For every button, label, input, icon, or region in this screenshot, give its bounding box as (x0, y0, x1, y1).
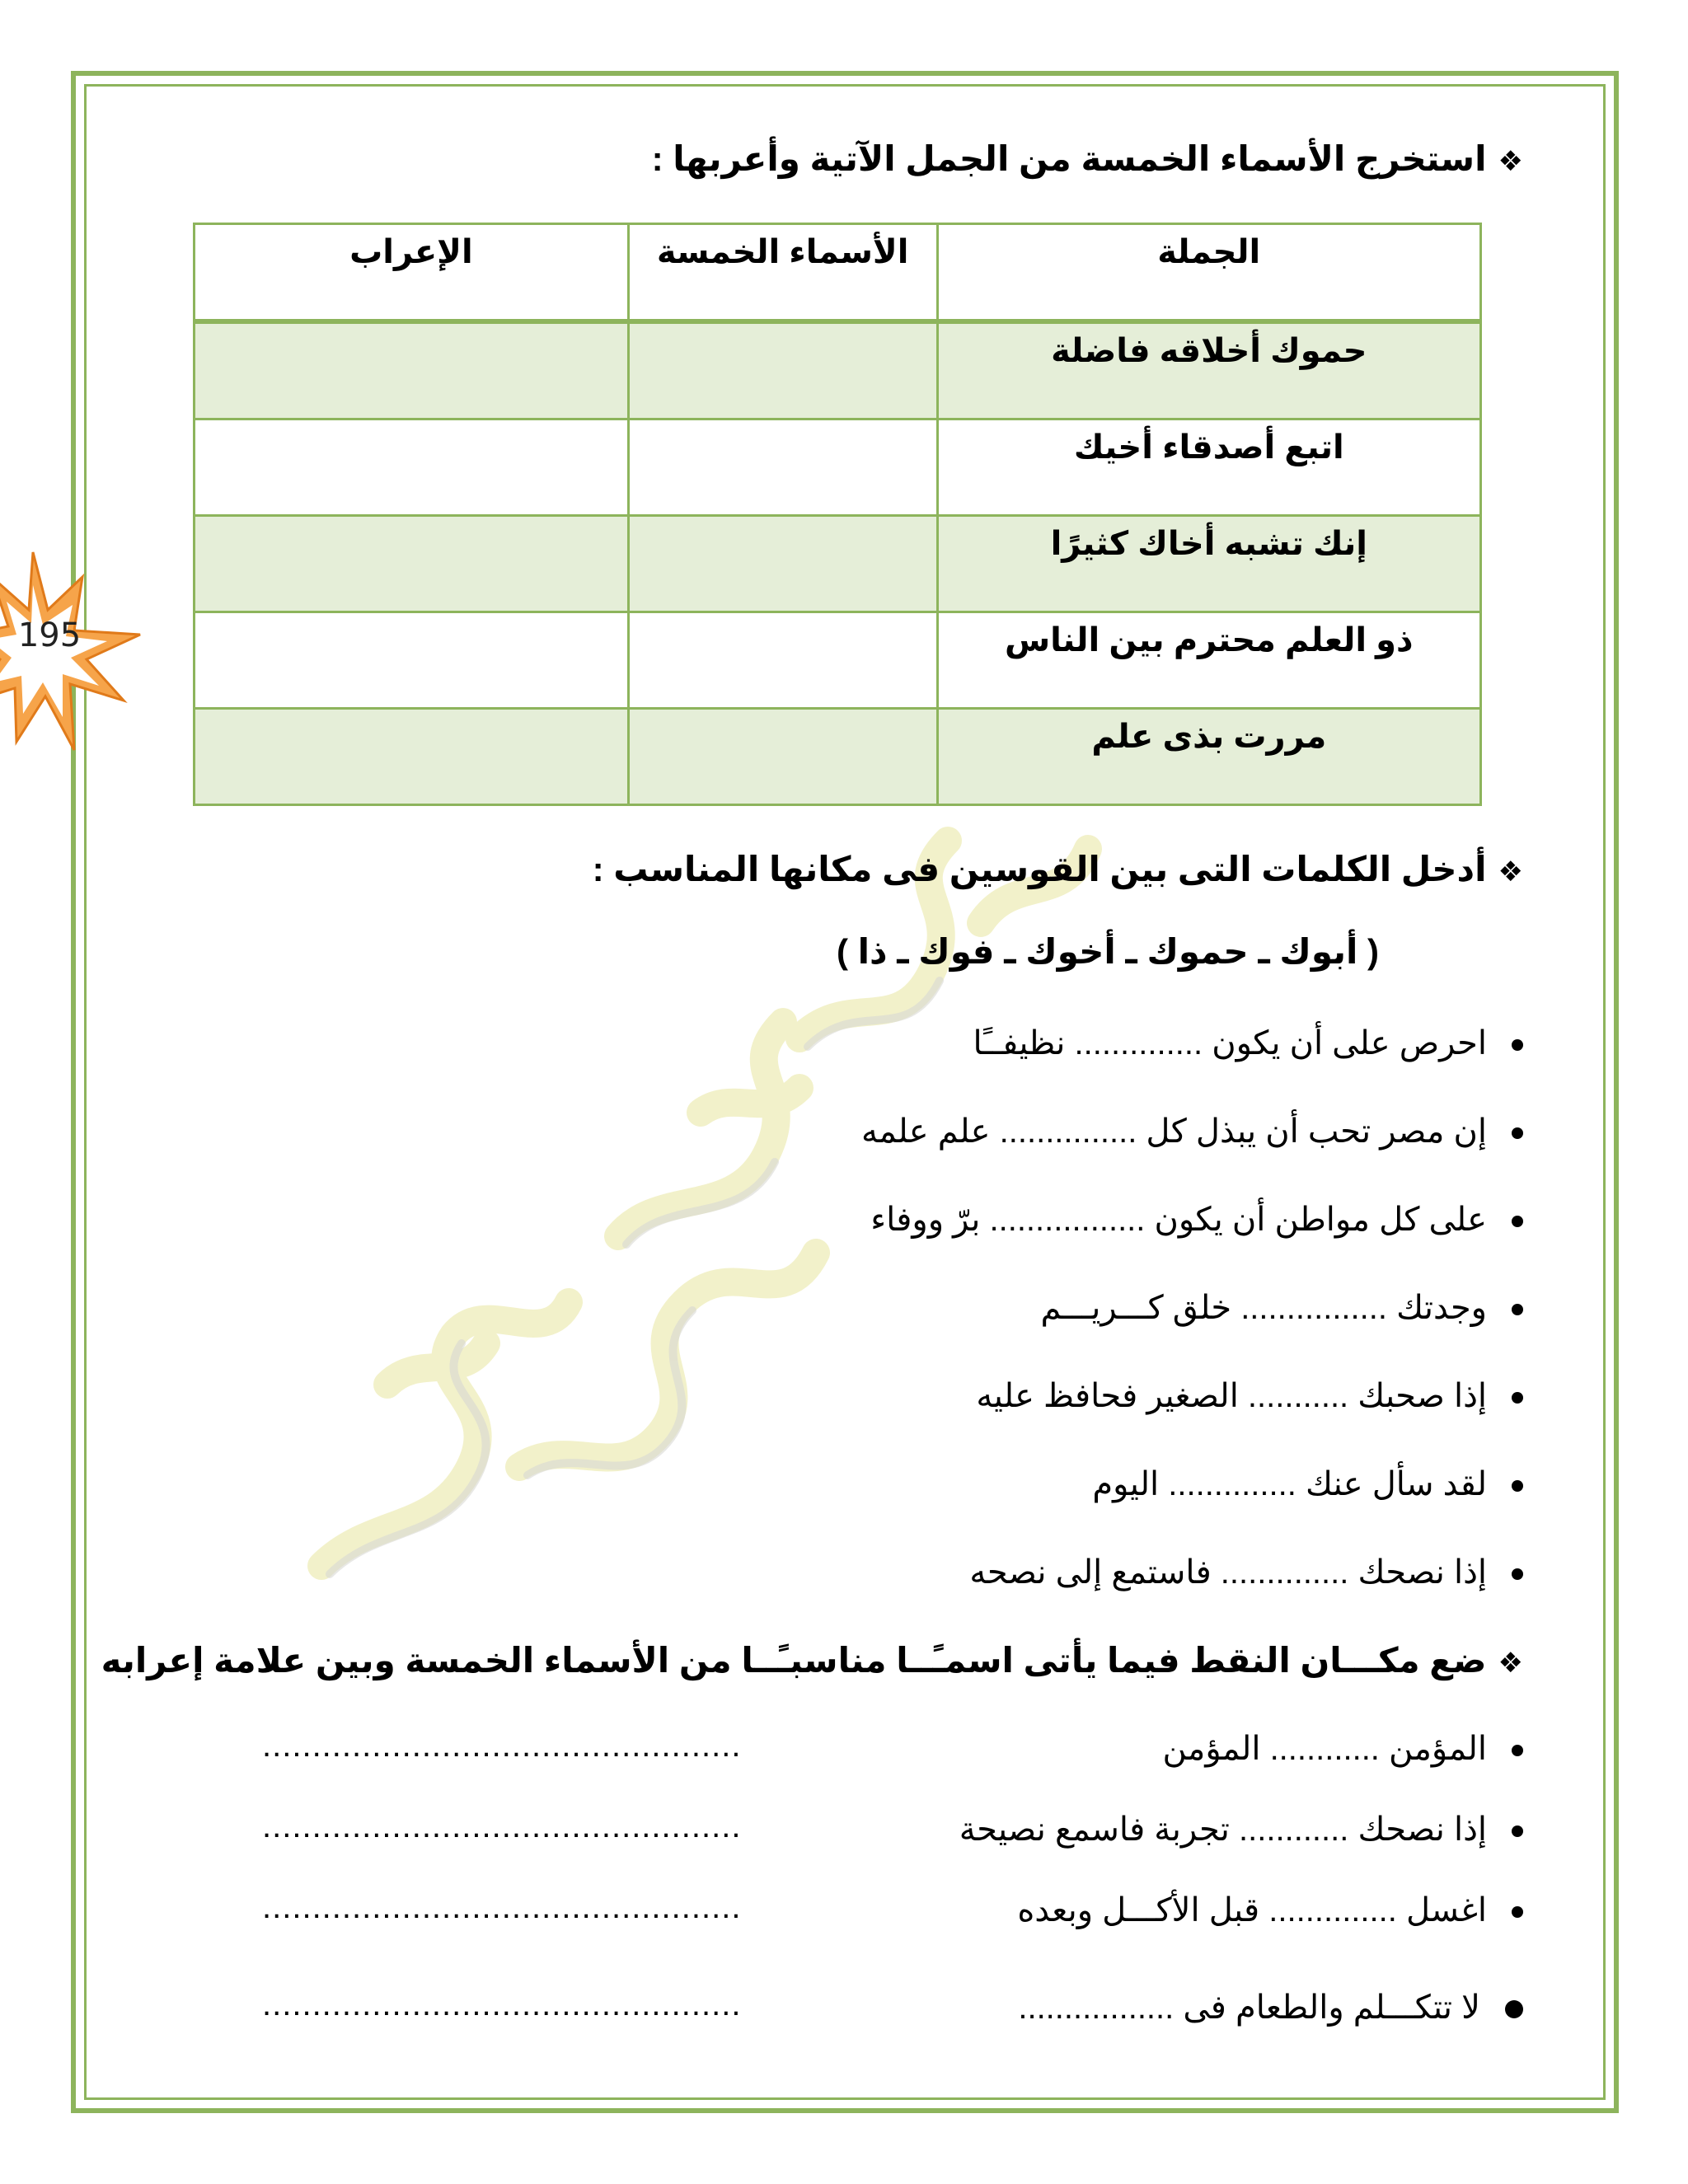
five-nouns-cell[interactable] (628, 419, 937, 516)
bullet-icon (1512, 1127, 1523, 1139)
answer-line[interactable]: ................................................ (262, 1889, 742, 1925)
section2-heading (593, 849, 1523, 889)
header-sentence: الجملة (937, 224, 1480, 322)
header-five-nouns: الأسماء الخمسة (628, 224, 937, 322)
bullet-icon (1512, 1216, 1523, 1227)
page-number-badge (0, 544, 148, 766)
list-item (861, 1283, 1523, 1371)
list-item (861, 1019, 1523, 1107)
diamond-bullet-icon: ❖ (1498, 1647, 1523, 1679)
bullet-icon (1512, 1906, 1523, 1918)
list-item (861, 1548, 1523, 1636)
list-item-text: اغسل .............. قبل الأكـــل وبعده (1017, 1892, 1487, 1929)
sentence-cell: اتبع أصدقاء أخيك (937, 419, 1480, 516)
list-item (861, 1107, 1523, 1195)
list-item (861, 1460, 1523, 1548)
bullet-icon (1512, 1039, 1523, 1051)
list-item-text: إذا نصحك ............ تجربة فاسمع نصيحة (959, 1811, 1487, 1848)
word-choices (0, 931, 1688, 972)
diamond-bullet-icon: ❖ (1498, 146, 1523, 177)
five-nouns-cell[interactable] (628, 612, 937, 709)
bullet-icon (1512, 1392, 1523, 1404)
list-item-text: احرص على أن يكون .............. نظيفــًا (973, 1025, 1487, 1062)
parsing-cell[interactable] (195, 612, 629, 709)
parsing-cell[interactable] (195, 516, 629, 612)
sentence-cell: إنك تشبه أخاك كثيرًا (937, 516, 1480, 612)
section2-title: أدخل الكلمات التى بين القوسين فى مكانها المناسب : (592, 850, 1487, 888)
bullet-icon (1505, 2000, 1523, 2018)
list-item (959, 1983, 1523, 2071)
table-row (195, 612, 1481, 709)
list-item (959, 1724, 1523, 1805)
five-nouns-cell[interactable] (628, 321, 937, 419)
list-item (861, 1371, 1523, 1460)
table-header-row (195, 224, 1481, 322)
parsing-cell[interactable] (195, 321, 629, 419)
list-item-text: لا تتكـــلم والطعام فى ................. (1018, 1990, 1480, 2026)
section3-heading (101, 1640, 1523, 1680)
sentence-cell: حموك أخلاقه فاضلة (937, 321, 1480, 419)
five-nouns-table (193, 223, 1482, 806)
list-item-text: إذا نصحك .............. فاستمع إلى نصحه (969, 1554, 1487, 1591)
parsing-cell[interactable] (195, 709, 629, 805)
table-row (195, 516, 1481, 612)
list-item-text: وجدتك ................ خلق كـــريـــم (1040, 1290, 1487, 1326)
sentence-cell: ذو العلم محترم بين الناس (937, 612, 1480, 709)
parsing-cell[interactable] (195, 419, 629, 516)
list-item (959, 1805, 1523, 1886)
five-nouns-cell[interactable] (628, 709, 937, 805)
list-item (861, 1195, 1523, 1283)
list-item-text: إذا صحبك ........... الصغير فحافظ عليه (976, 1378, 1487, 1414)
list-item-text: لقد سأل عنك .............. اليوم (1092, 1466, 1487, 1502)
fill-in-list-2 (959, 1724, 1523, 2071)
bullet-icon (1512, 1480, 1523, 1492)
section1-heading (652, 138, 1523, 179)
header-parsing: الإعراب (195, 224, 629, 322)
bullet-icon (1512, 1825, 1523, 1837)
list-item (959, 1886, 1523, 1983)
answer-line[interactable]: ................................................ (262, 1808, 742, 1844)
table-row (195, 709, 1481, 805)
list-item-text: على كل مواطن أن يكون ................. برّ ووفاء (870, 1202, 1487, 1238)
section1-title: استخرج الأسماء الخمسة من الجمل الآتية وأعربها : (651, 139, 1487, 178)
five-nouns-cell[interactable] (628, 516, 937, 612)
table-row (195, 321, 1481, 419)
word-choices-text: ( أبوك ـ حموك ـ أخوك ـ فوك ـ ذا ) (836, 932, 1380, 971)
answer-line[interactable]: ................................................ (262, 1986, 742, 2022)
section3-title: ضع مكـــان النقط فيما يأتى اسمـًــا مناسبـًــا من الأسماء الخمسة وبين علامة إعرابه (101, 1641, 1487, 1680)
table-row (195, 419, 1481, 516)
list-item-text: المؤمن ............ المؤمن (1162, 1731, 1487, 1767)
bullet-icon (1512, 1745, 1523, 1756)
sentence-cell: مررت بذى علم (937, 709, 1480, 805)
answer-line[interactable]: ................................................ (262, 1727, 742, 1764)
page-number: 195 (17, 616, 82, 654)
fill-in-list (861, 1019, 1523, 1636)
bullet-icon (1512, 1568, 1523, 1580)
diamond-bullet-icon: ❖ (1498, 856, 1523, 888)
bullet-icon (1512, 1304, 1523, 1315)
list-item-text: إن مصر تحب أن يبذل كل ............... علم علمه (860, 1113, 1487, 1150)
